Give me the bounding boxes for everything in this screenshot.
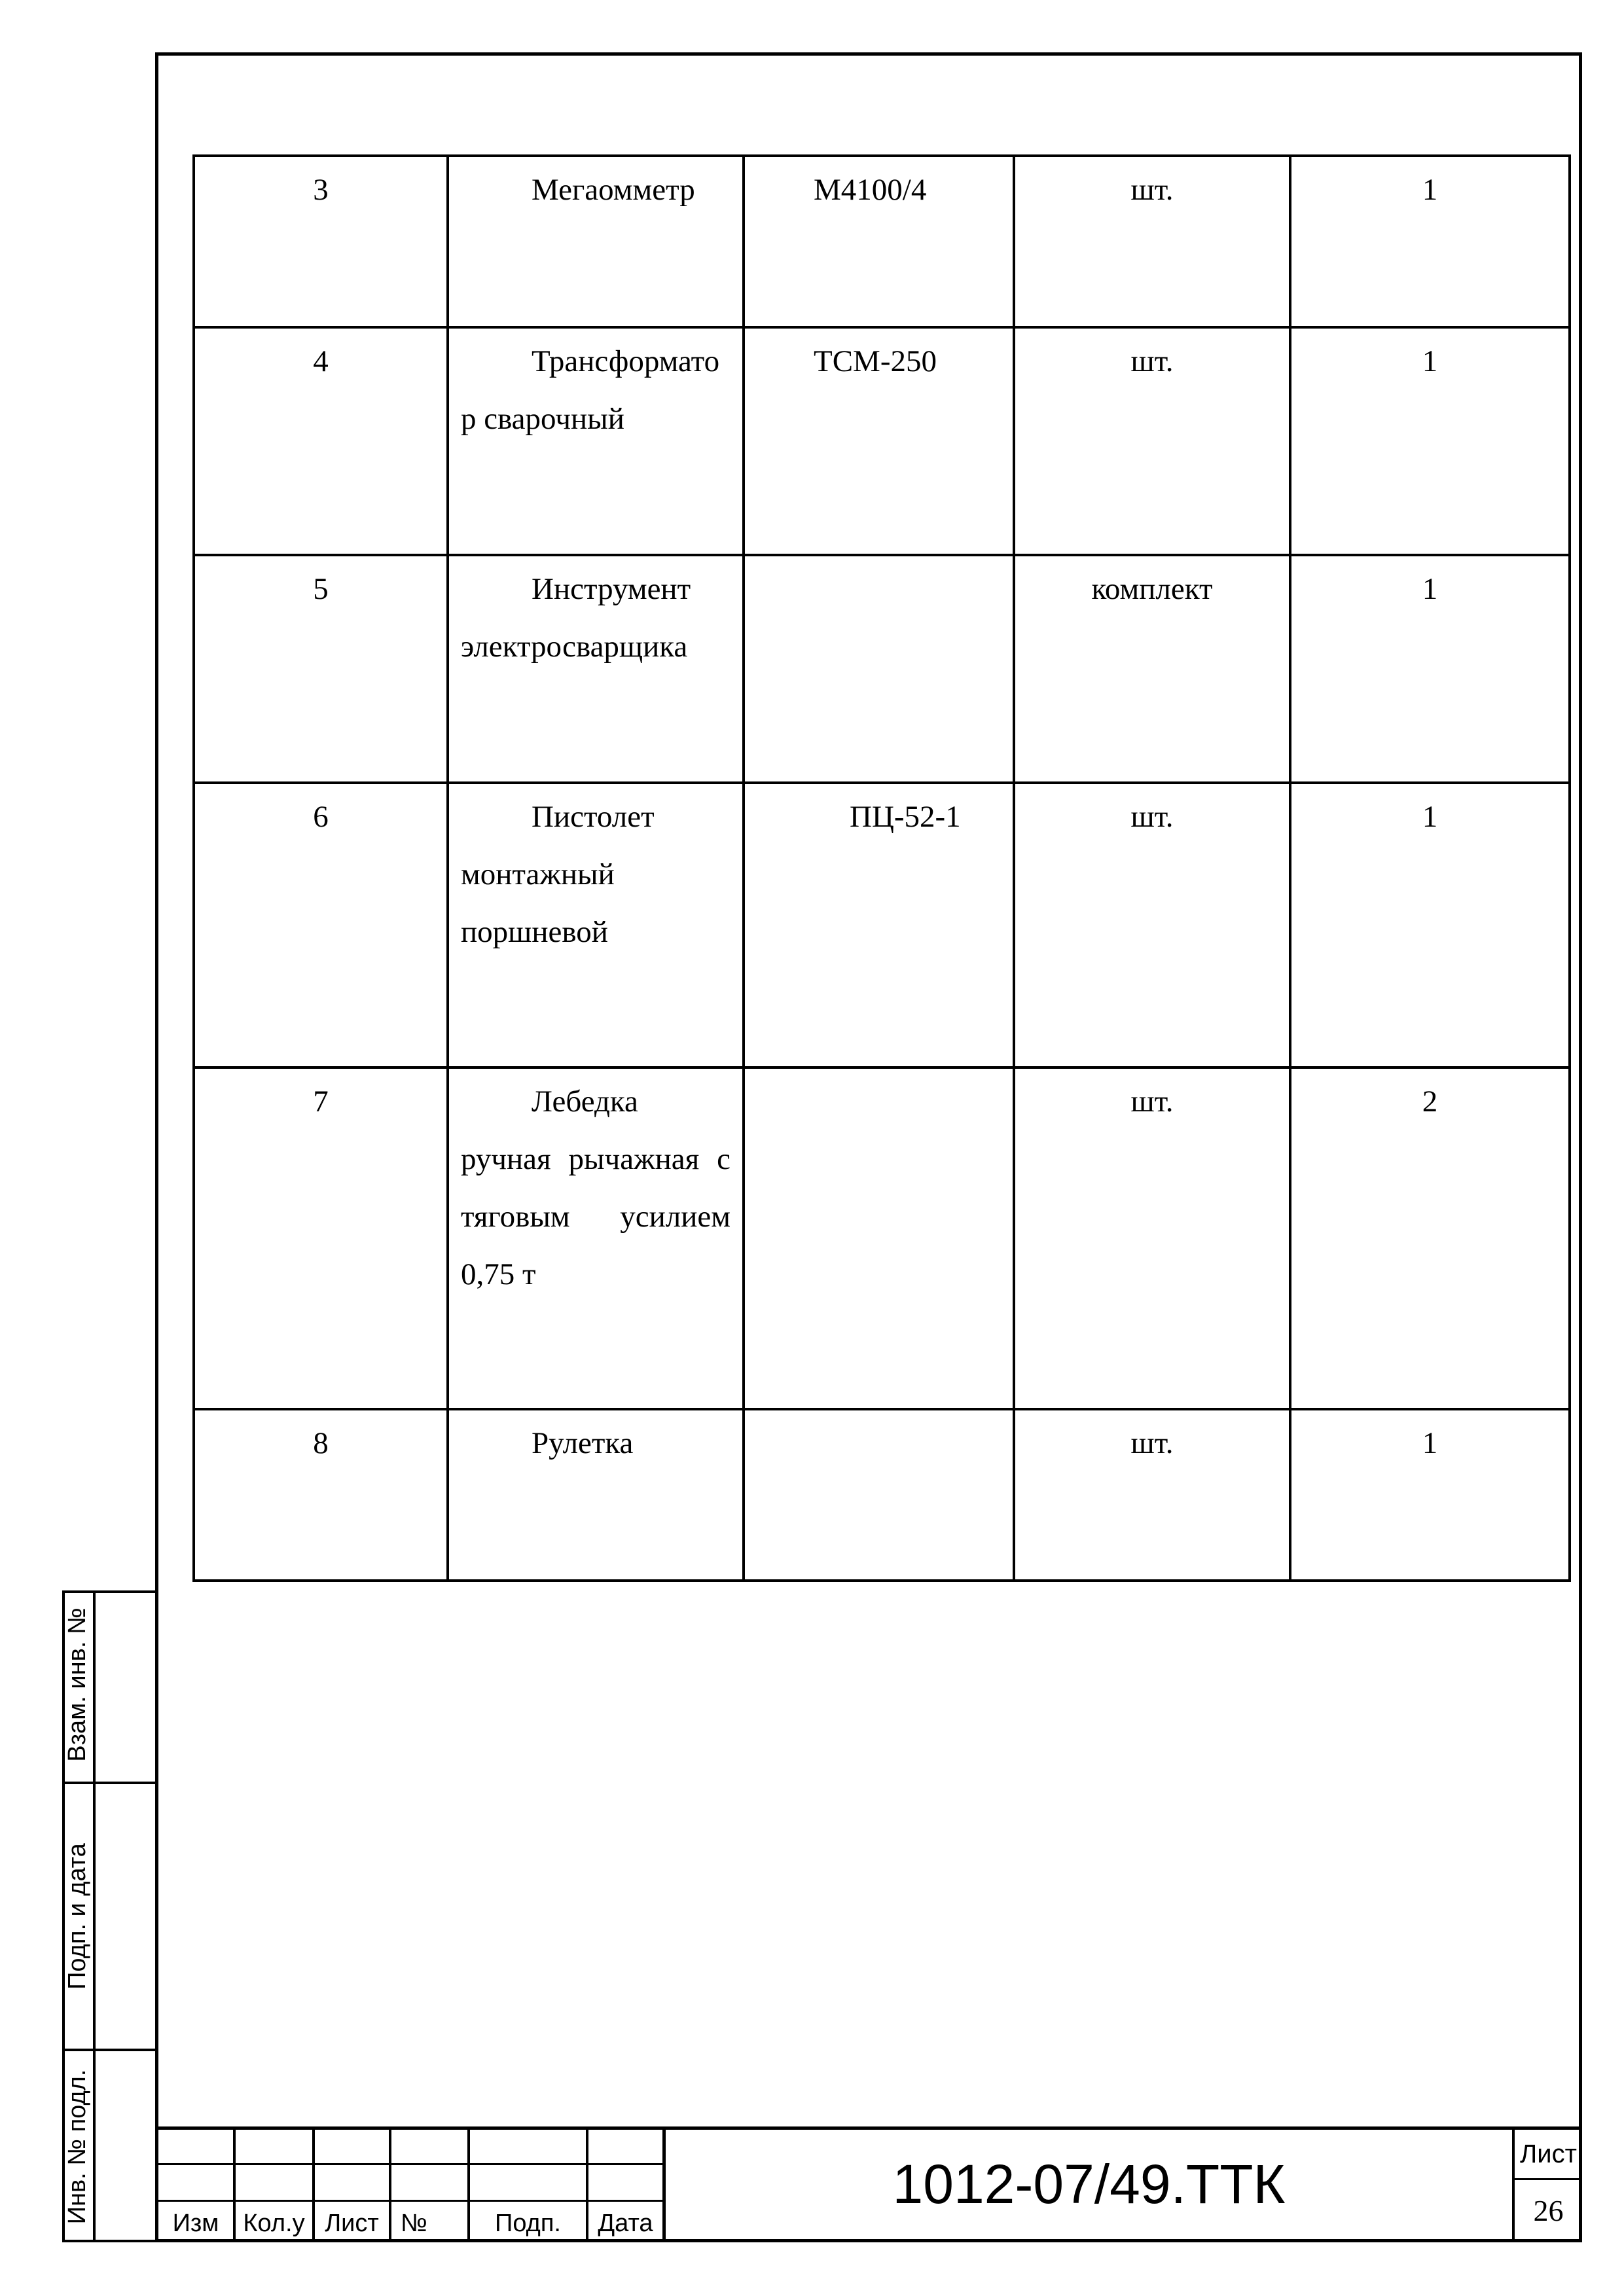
col-label-list: Лист bbox=[325, 2210, 379, 2237]
col-label-kol: Кол.у bbox=[243, 2210, 305, 2237]
equipment-model bbox=[744, 1067, 1014, 1409]
quantity: 1 bbox=[1290, 783, 1570, 1067]
unit: шт. bbox=[1014, 156, 1290, 327]
equipment-name: Лебедка ручная рычажная с тяговым усилием 0,75 т bbox=[448, 1067, 744, 1409]
unit: шт. bbox=[1014, 783, 1290, 1067]
quantity: 1 bbox=[1290, 156, 1570, 327]
equipment-model: М4100/4 bbox=[744, 156, 1014, 327]
row-number: 7 bbox=[194, 1067, 448, 1409]
row-number: 6 bbox=[194, 783, 448, 1067]
equipment-table bbox=[192, 154, 1571, 1582]
equipment-model: ПЦ-52-1 bbox=[744, 783, 1014, 1067]
document-code: 1012-07/49.ТТК bbox=[892, 2153, 1286, 2215]
equipment-name: Пистолет монтажный поршневой bbox=[448, 783, 744, 1067]
col-label-izm: Изм bbox=[172, 2210, 219, 2237]
table-row bbox=[194, 1067, 1570, 1409]
equipment-name: Трансформато р сварочный bbox=[448, 327, 744, 555]
table-row bbox=[194, 327, 1570, 555]
equipment-model: ТСМ-250 bbox=[744, 327, 1014, 555]
equipment-name: Инструмент электросварщика bbox=[448, 555, 744, 783]
equipment-model bbox=[744, 1409, 1014, 1581]
quantity: 2 bbox=[1290, 1067, 1570, 1409]
row-number: 3 bbox=[194, 156, 448, 327]
col-label-number: № bbox=[401, 2210, 427, 2237]
table-row bbox=[194, 156, 1570, 327]
quantity: 1 bbox=[1290, 327, 1570, 555]
side-label-inv-podl: Инв. № подл. bbox=[63, 2069, 91, 2225]
col-label-data: Дата bbox=[598, 2210, 653, 2237]
equipment-name: Мегаомметр bbox=[448, 156, 744, 327]
table-row bbox=[194, 783, 1570, 1067]
unit: шт. bbox=[1014, 1067, 1290, 1409]
row-number: 5 bbox=[194, 555, 448, 783]
sheet-label: Лист bbox=[1520, 2140, 1577, 2168]
sheet-number: 26 bbox=[1533, 2194, 1564, 2227]
side-stamp-divider bbox=[93, 1590, 96, 2242]
table-row bbox=[194, 555, 1570, 783]
side-label-podp-data: Подп. и дата bbox=[63, 1843, 91, 1990]
title-block-top-border bbox=[155, 2126, 1582, 2130]
unit: комплект bbox=[1014, 555, 1290, 783]
unit: шт. bbox=[1014, 327, 1290, 555]
side-label-vzam-inv: Взам. инв. № bbox=[63, 1607, 91, 1762]
equipment-model bbox=[744, 555, 1014, 783]
equipment-name: Рулетка bbox=[448, 1409, 744, 1581]
table-row bbox=[194, 1409, 1570, 1581]
unit: шт. bbox=[1014, 1409, 1290, 1581]
col-label-podp: Подп. bbox=[495, 2210, 561, 2237]
sheet-box-divider bbox=[1512, 2178, 1582, 2180]
quantity: 1 bbox=[1290, 1409, 1570, 1581]
row-number: 4 bbox=[194, 327, 448, 555]
row-number: 8 bbox=[194, 1409, 448, 1581]
quantity: 1 bbox=[1290, 555, 1570, 783]
side-stamp-separator bbox=[62, 1782, 158, 1784]
side-stamp-separator bbox=[62, 2049, 158, 2051]
